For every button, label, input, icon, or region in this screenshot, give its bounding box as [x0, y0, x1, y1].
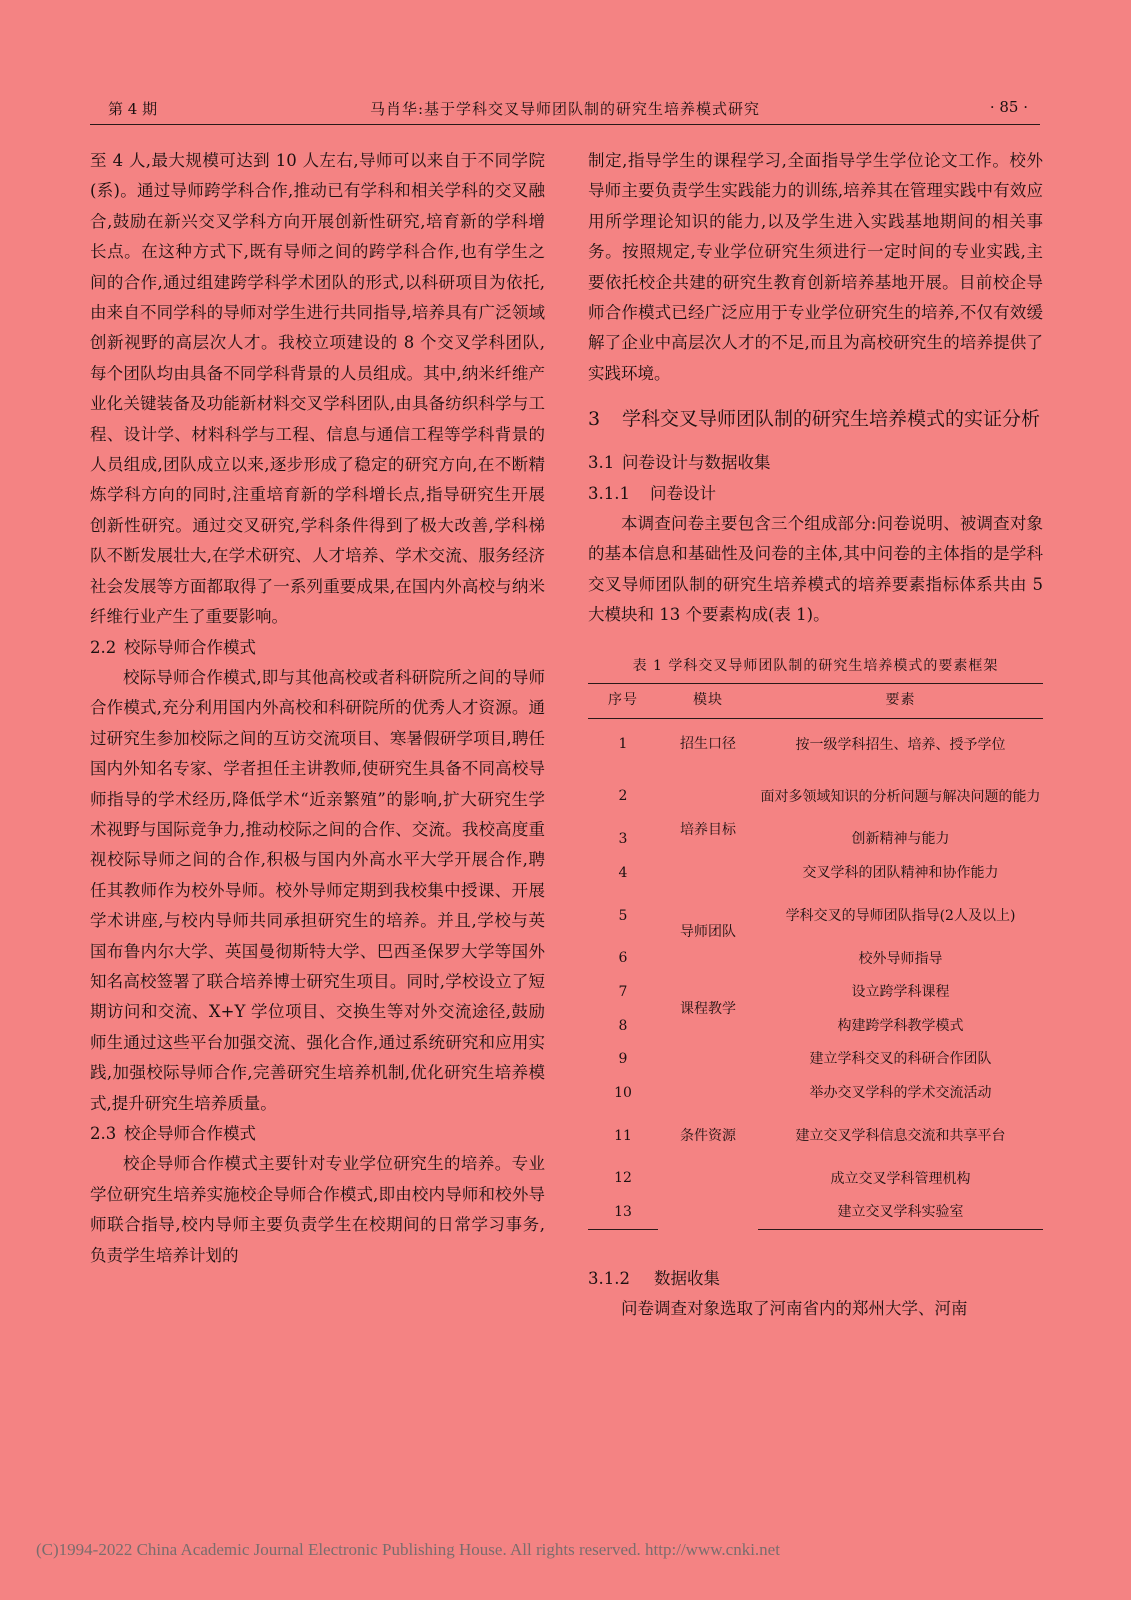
- table-row: [588, 718, 1043, 771]
- row-element: 按一级学科招生、培养、授予学位: [795, 736, 1006, 753]
- row-element: 创新精神与能力: [851, 831, 950, 848]
- table-row: [588, 1195, 1043, 1229]
- section-title: 数据收集: [654, 1269, 720, 1289]
- table-row: [588, 1009, 1043, 1043]
- element-framework-table: [588, 683, 1043, 1230]
- row-module: 课程教学: [680, 1000, 736, 1017]
- table-row: [588, 890, 1043, 942]
- table-header-row: [588, 683, 1043, 718]
- row-seq: 7: [618, 984, 628, 1001]
- table-1: [588, 655, 1043, 1230]
- table-row: [588, 823, 1043, 857]
- table-caption: 表 1 学科交叉导师团队制的研究生培养模式的要素框架: [632, 657, 999, 674]
- running-header: [90, 94, 1040, 125]
- table-row: [588, 1076, 1043, 1110]
- row-element: 面对多领域知识的分析问题与解决问题的能力: [760, 788, 1041, 805]
- row-seq: 12: [614, 1170, 632, 1187]
- table-row: [588, 1043, 1043, 1077]
- row-module: 导师团队: [680, 924, 736, 941]
- section-title: 学科交叉导师团队制的研究生培养模式的实证分析: [622, 408, 1041, 431]
- section-title: 校企导师合作模式: [124, 1124, 256, 1143]
- left-column: [90, 146, 545, 1271]
- row-module: 培养目标: [680, 822, 736, 839]
- row-seq: 10: [614, 1084, 632, 1101]
- issue-number: 第 4 期: [108, 100, 158, 118]
- row-element: 校外导师指导: [858, 950, 943, 967]
- section-number: 3.1: [588, 453, 615, 473]
- row-element: 成立交叉学科管理机构: [830, 1170, 971, 1187]
- section-heading-2-3: [90, 1119, 545, 1149]
- column-header: 要素: [758, 683, 1043, 718]
- paragraph: 制定,指导学生的课程学习,全面指导学生学位论文工作。校外导师主要负责学生实践能力的训练,培养其在管理实践中有效应用所学理论知识的能力,以及学生进入实践基地期间的相关事务。按照规定,专业学位研究生须进行一定时间的专业实践,主要依托校企共建的研究生教育创新培养基地开展。目前校企导师合作模式已经广泛应用于专业学位研究生的培养,不仅有效缓解了企业中高层次人才的不足,而且为高校研究生的培养提供了实践环境。: [588, 151, 1043, 383]
- row-seq: 2: [618, 788, 628, 805]
- row-element: 建立学科交叉的科研合作团队: [809, 1051, 992, 1068]
- section-title: 校际导师合作模式: [124, 637, 256, 657]
- paragraph: 校企导师合作模式主要针对专业学位研究生的培养。专业学位研究生培养实施校企导师合作模式,即由校内导师和校外导师联合指导,校内导师主要负责学生在校期间的日常学习事务,负责学生培养计划的: [90, 1154, 545, 1265]
- column-header: 模块: [658, 683, 758, 718]
- row-seq: 11: [614, 1127, 632, 1144]
- paragraph: 校际导师合作模式,即与其他高校或者科研院所之间的导师合作模式,充分利用国内外高校和科研院所的优秀人才资源。通过研究生参加校际之间的互访交流项目、寒暑假研学项目,聘任国内外知名专家、学者担任主讲教师,使研究生具备不同高校导师指导的学术经历,降低学术“近亲繁殖”的影响,扩大研究生学术视野与国际竞争力,推动校际之间的合作、交流。我校高度重视校际导师之间的合作,积极与国内外高水平大学开展合作,聘任其教师作为校外导师。校外导师定期到我校集中授课、开展学术讲座,与校内导师共同承担研究生的培养。并且,学校与英国布鲁内尔大学、英国曼彻斯特大学、巴西圣保罗大学等国外知名高校签署了联合培养博士研究生项目。同时,学校设立了短期访问和交流、X+Y 学位项目、交换生等对外交流途径,鼓励师生通过这些平台加强交流、强化合作,通过系统研究和应用实践,加强校际导师合作,完善研究生培养机制,优化研究生培养模式,提升研究生培养质量。: [90, 667, 545, 1113]
- row-seq: 6: [618, 950, 628, 967]
- row-module: 条件资源: [680, 1127, 736, 1144]
- row-element: 建立交叉学科实验室: [758, 1195, 1043, 1229]
- page-number: · 85 ·: [989, 98, 1028, 116]
- paragraph: 至 4 人,最大规模可达到 10 人左右,导师可以来自于不同学院(系)。通过导师跨学科合作,推动已有学科和相关学科的交叉融合,鼓励在新兴交叉学科方向开展创新性研究,培育新的学科增长点。在这种方式下,既有导师之间的跨学科合作,也有学生之间的合作,通过组建跨学科学术团队的形式,以科研项目为依托,由来自不同学科的导师对学生进行共同指导,培养具有广泛领域创新视野的高层次人才。我校立项建设的 8 个交叉学科团队,每个团队均由具备不同学科背景的人员组成。其中,纳米纤维产业化关键装备及功能新材料交叉学科团队,由具备纺织科学与工程、设计学、材料科学与工程、信息与通信工程等学科背景的人员组成,团队成立以来,逐步形成了稳定的研究方向,在不断精炼学科方向的同时,注重培育新的学科增长点,指导研究生开展创新性研究。通过交叉研究,学科条件得到了极大改善,学科梯队不断发展壮大,在学术研究、人才培养、学术交流、服务经济社会发展等方面都取得了一系列重要成果,在国内外高校与纳米纤维行业产生了重要影响。: [90, 151, 545, 627]
- table-row: [588, 771, 1043, 823]
- running-title: 马肖华:基于学科交叉导师团队制的研究生培养模式研究: [369, 100, 761, 118]
- section-heading-2-2: [90, 633, 545, 663]
- row-module: 招生口径: [680, 736, 736, 753]
- table-row: [588, 975, 1043, 1009]
- row-seq: 8: [618, 1017, 628, 1034]
- paragraph: 问卷调查对象选取了河南省内的郑州大学、河南: [621, 1299, 968, 1319]
- section-number: 2.2: [90, 637, 117, 657]
- row-seq: 1: [618, 736, 628, 753]
- row-seq: 4: [618, 864, 628, 881]
- row-seq: 5: [618, 907, 628, 924]
- column-header: 序号: [588, 683, 658, 718]
- row-seq: 13: [588, 1195, 658, 1229]
- section-heading-3-1: [588, 448, 1043, 478]
- table-row: [588, 1110, 1043, 1162]
- table-row: [588, 942, 1043, 976]
- section-heading-3-1-2: [588, 1264, 1043, 1294]
- row-element: 学科交叉的导师团队指导(2人及以上): [785, 907, 1016, 924]
- table-row: [588, 1162, 1043, 1196]
- row-element: 交叉学科的团队精神和协作能力: [802, 865, 999, 882]
- row-element: 建立交叉学科信息交流和共享平台: [795, 1127, 1006, 1144]
- section-heading-3-1-1: [588, 479, 1043, 509]
- table-row: [588, 856, 1043, 890]
- row-seq: 3: [618, 831, 628, 848]
- row-element: 设立跨学科课程: [851, 984, 950, 1001]
- section-number: 3.1.1: [588, 483, 630, 503]
- section-number: 2.3: [90, 1124, 117, 1143]
- right-column: [588, 146, 1043, 1325]
- section-number: 3.1.2: [588, 1269, 630, 1289]
- section-heading-3: [588, 403, 1043, 436]
- paragraph: 本调查问卷主要包含三个组成部分:问卷说明、被调查对象的基本信息和基础性及问卷的主体,其中问卷的主体指的是学科交叉导师团队制的研究生培养模式的培养要素指标体系共由 5 大模块和 13 个要素构成(表 1)。: [588, 514, 1043, 625]
- row-element: 构建跨学科教学模式: [837, 1017, 964, 1034]
- section-number: 3: [588, 408, 601, 431]
- row-seq: 9: [618, 1051, 628, 1068]
- copyright-footer: (C)1994-2022 China Academic Journal Electronic Publishing House. All rights reserved. http://www.cnki.net: [36, 1540, 780, 1559]
- section-title: 问卷设计与数据收集: [622, 453, 771, 473]
- section-title: 问卷设计: [650, 483, 716, 503]
- row-element: 举办交叉学科的学术交流活动: [809, 1085, 992, 1102]
